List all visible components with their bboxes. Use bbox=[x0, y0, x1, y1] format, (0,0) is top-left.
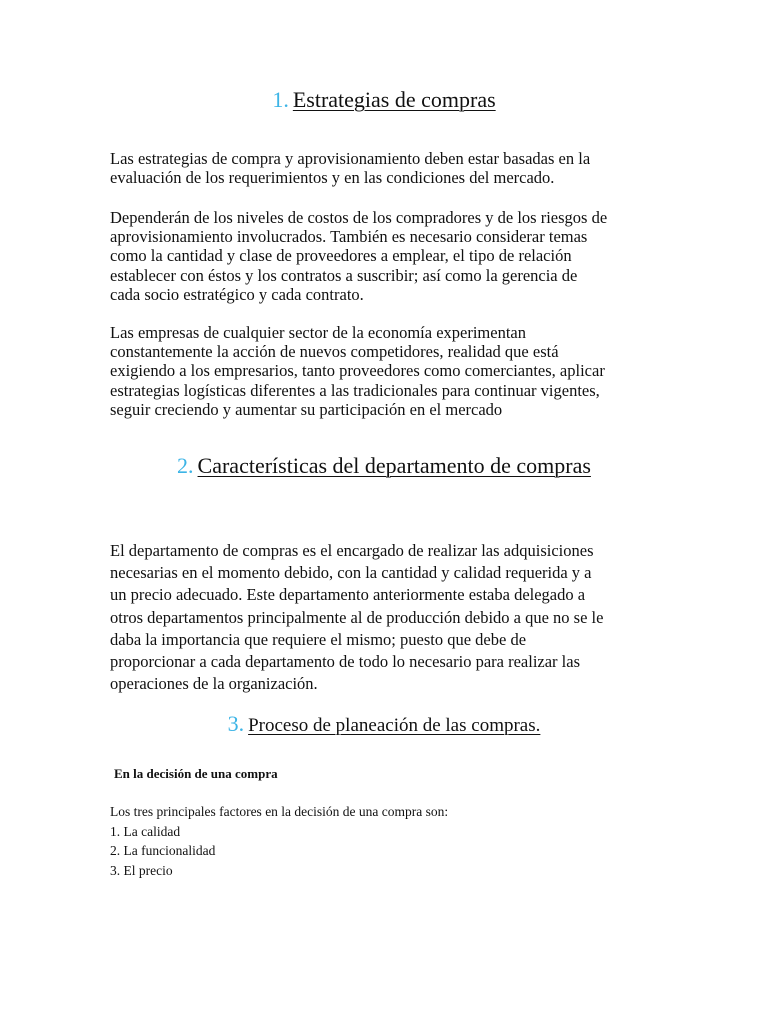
text-line: evaluación de los requerimientos y en las condiciones del mercado. bbox=[110, 168, 555, 188]
text-line: Las empresas de cualquier sector de la economía experimentan bbox=[110, 323, 526, 342]
text-line: estrategias logísticas diferentes a las tradicionales para continuar vigentes, bbox=[110, 380, 600, 400]
list-item: 1. La calidad bbox=[110, 823, 181, 839]
section-title: Características del departamento de compras bbox=[197, 453, 591, 478]
section-number: 1. bbox=[272, 87, 289, 112]
paragraph bbox=[110, 208, 650, 304]
section-heading-2 bbox=[0, 453, 768, 479]
section-number: 2. bbox=[177, 453, 194, 478]
text-line: establecer con éstos y los contratos a suscribir; así como la gerencia de bbox=[110, 265, 578, 285]
text-line: El departamento de compras es el encargado de realizar las adquisiciones bbox=[110, 541, 594, 560]
section-number: 3. bbox=[227, 711, 245, 736]
text-line: aprovisionamiento involucrados. También es necesario considerar temas bbox=[110, 227, 588, 247]
paragraph bbox=[110, 149, 650, 187]
text-line: otros departamentos principalmente al de producción debido a que no se le bbox=[110, 607, 604, 627]
paragraph bbox=[110, 323, 650, 419]
text-line: proporcionar a cada departamento de todo lo necesario para realizar las bbox=[110, 652, 581, 672]
text-line: cada socio estratégico y cada contrato. bbox=[110, 284, 364, 304]
section-title: Estrategias de compras bbox=[292, 87, 496, 112]
list-intro: Los tres principales factores en la decisión de una compra son: bbox=[110, 804, 449, 819]
section-heading-3 bbox=[0, 711, 768, 737]
subheading: En la decisión de una compra bbox=[114, 766, 278, 781]
paragraph bbox=[110, 540, 650, 695]
text-line: daba la importancia que requiere el mismo; puesto que debe de bbox=[110, 629, 527, 649]
text-line: como la cantidad y clase de proveedores a emplear, el tipo de relación bbox=[110, 246, 572, 266]
text-line: exigiendo a los empresarios, tanto proveedores como comerciantes, aplicar bbox=[110, 361, 605, 381]
text-line: constantemente la acción de nuevos competidores, realidad que está bbox=[110, 342, 559, 362]
text-line: operaciones de la organización. bbox=[110, 674, 318, 694]
factor-list bbox=[110, 802, 448, 880]
text-line: Las estrategias de compra y aprovisionamiento deben estar basadas en la bbox=[110, 149, 591, 168]
section-title: Proceso de planeación de las compras. bbox=[248, 715, 541, 736]
text-line: necesarias en el momento debido, con la cantidad y calidad requerida y a bbox=[110, 563, 592, 583]
list-item: 3. El precio bbox=[110, 862, 173, 878]
list-item: 2. La funcionalidad bbox=[110, 843, 216, 858]
section-heading-1 bbox=[0, 87, 768, 113]
text-line: seguir creciendo y aumentar su participación en el mercado bbox=[110, 399, 503, 419]
text-line: un precio adecuado. Este departamento anteriormente estaba delegado a bbox=[110, 585, 586, 605]
text-line: Dependerán de los niveles de costos de los compradores y de los riesgos de bbox=[110, 208, 608, 227]
